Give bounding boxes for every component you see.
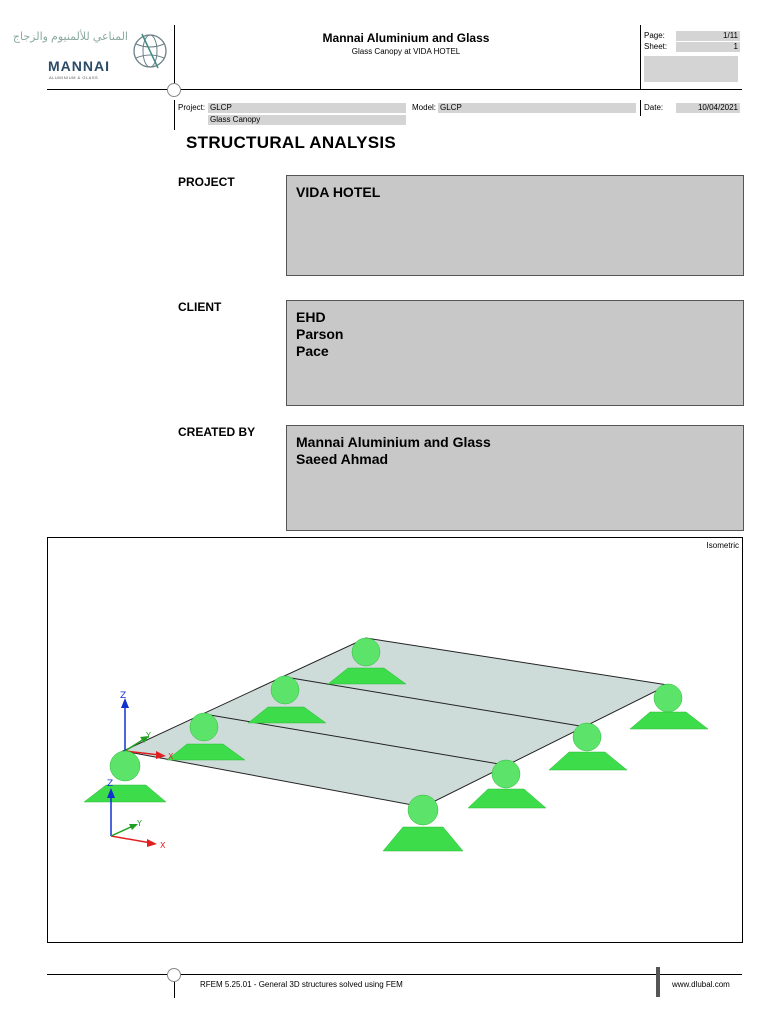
global-axis-label-x: X [160, 841, 166, 850]
software-info: RFEM 5.25.01 - General 3D structures solved using FEM [200, 980, 403, 989]
company-title: Mannai Aluminium and Glass [322, 31, 490, 45]
page-value: 1/11 [676, 31, 740, 41]
document-subtitle: Glass Canopy at VIDA HOTEL [351, 47, 461, 56]
client-box [286, 300, 744, 406]
axis-label-y: Y [146, 731, 151, 740]
logo-tagline: ALUMINIUM & GLASS [49, 75, 99, 80]
client-line: Parson [296, 326, 344, 342]
date-label: Date: [644, 103, 664, 112]
model-value: GLCP [438, 103, 636, 113]
header-blank-field [644, 56, 738, 82]
project-code: GLCP [208, 103, 406, 113]
project-box [286, 175, 744, 276]
page-title: STRUCTURAL ANALYSIS [186, 133, 397, 152]
project-description: Glass Canopy [208, 115, 406, 125]
footer-divider [656, 967, 660, 997]
sheet-label: Sheet: [644, 42, 668, 51]
created-by-section-label: CREATED BY [178, 425, 256, 439]
client-section-label: CLIENT [178, 300, 222, 314]
support-node [84, 751, 166, 802]
company-logo [12, 28, 170, 86]
created-by-box [286, 425, 744, 531]
page-label: Page: [644, 31, 665, 40]
project-name: VIDA HOTEL [296, 184, 381, 200]
model-label: Model: [412, 103, 437, 112]
client-line: Pace [296, 343, 329, 359]
view-label: Isometric [706, 541, 739, 550]
globe-logo-icon [130, 28, 170, 74]
logo-name: MANNAI [48, 58, 110, 74]
global-axis-label-z: Z [107, 779, 114, 789]
date-value: 10/04/2021 [676, 103, 740, 113]
axis-label-z: Z [120, 691, 127, 701]
support-node [383, 795, 463, 851]
created-by-line: Saeed Ahmad [296, 451, 389, 467]
project-section-label: PROJECT [178, 175, 235, 189]
axis-label-x: X [168, 752, 174, 761]
client-line: EHD [296, 309, 326, 325]
structure-render [48, 538, 742, 942]
created-by-line: Mannai Aluminium and Glass [296, 434, 491, 450]
sheet-value: 1 [676, 42, 740, 52]
model-view [47, 537, 743, 943]
logo-arabic-text: المناعي للألمنيوم والزجاج [12, 31, 128, 43]
website-link[interactable]: www.dlubal.com [672, 980, 730, 989]
global-axis-label-y: Y [137, 819, 142, 828]
project-label: Project: [178, 103, 206, 112]
